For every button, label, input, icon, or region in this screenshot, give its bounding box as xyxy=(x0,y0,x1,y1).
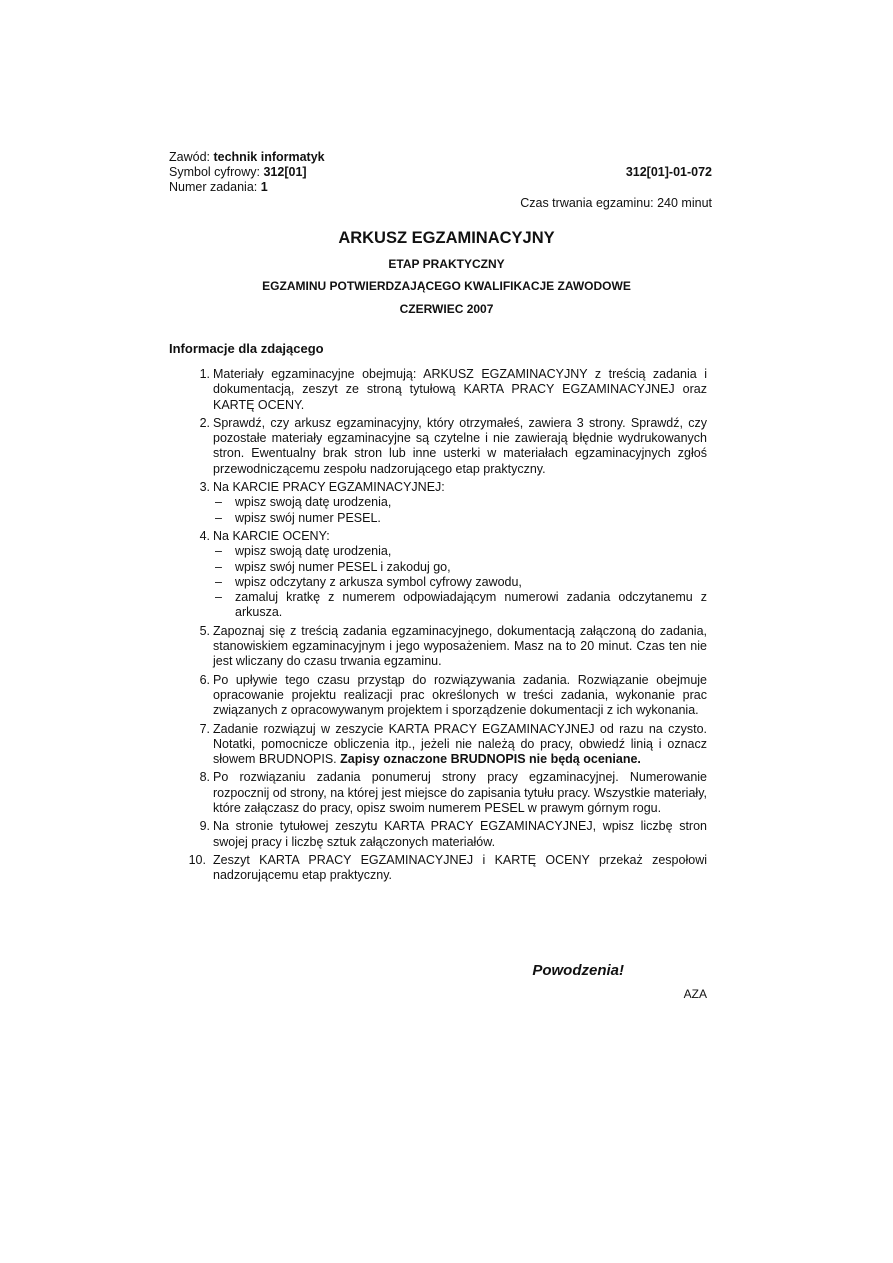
subtitle-etap: ETAP PRAKTYCZNY xyxy=(388,257,505,271)
symbol-label: Symbol cyfrowy: xyxy=(169,165,260,179)
item-number: 7. xyxy=(199,721,210,736)
sub-item xyxy=(213,575,707,590)
item-number: 3. xyxy=(199,480,210,495)
item-number: 6. xyxy=(199,672,210,687)
list-item xyxy=(190,673,707,719)
dash-bullet-icon: – xyxy=(215,559,222,574)
item-number: 5. xyxy=(199,623,210,638)
list-item xyxy=(190,722,707,768)
item-text: Na stronie tytułowej zeszytu KARTA PRACY EGZAMINACYJNEJ, wpisz liczbę stron swojej pracy i liczbę sztuk załączonych materiałów. xyxy=(213,819,707,849)
list-item xyxy=(190,770,707,816)
subtitle-date: CZERWIEC 2007 xyxy=(399,302,494,316)
dash-bullet-icon: – xyxy=(215,510,222,525)
item-text: Sprawdź, czy arkusz egzaminacyjny, który otrzymałeś, zawiera 3 strony. Sprawdź, czy pozostałe materiały egzaminacyjne są czytelne i nie zawierają błędnie wydrukowanych stron. Ewentualny brak stron lub inne usterki w materiałach egzaminacyjnych zgłoś przewodniczącemu zespołu nadzorującego etap praktyczny. xyxy=(213,415,707,476)
list-item xyxy=(190,529,707,621)
exam-code: 312[01]-01-072 xyxy=(625,165,712,179)
author-mark: AZA xyxy=(683,987,707,1001)
sub-item-text: wpisz swoją datę urodzenia, xyxy=(235,544,392,559)
item-text: Po upływie tego czasu przystąp do rozwiązywania zadania. Rozwiązanie obejmuje opracowanie projektu realizacji prac określonych w treści zadania, wykonanie prac związanych z opracowywanym projektem i sporządzenie dokumentacji z ich wykonania. xyxy=(213,672,707,718)
main-title: ARKUSZ EGZAMINACYJNY xyxy=(338,229,555,247)
list-item xyxy=(190,416,707,477)
header-numer xyxy=(169,180,268,195)
header-zawod xyxy=(169,150,325,165)
item-text: Zapoznaj się z treścią zadania egzaminacyjnego, dokumentacją załączoną do zadania, stanowiskiem egzaminacyjnym i jego wyposażeniem. Masz na to 20 minut. Czas ten nie jest wliczany do czasu trwania egzaminu. xyxy=(213,623,707,669)
item-text: Zeszyt KARTA PRACY EGZAMINACYJNEJ i KARTĘ OCENY przekaż zespołowi nadzorującemu etap praktyczny. xyxy=(213,852,707,883)
zawod-label: Zawód: xyxy=(169,150,210,164)
dash-bullet-icon: – xyxy=(215,574,222,589)
numer-label: Numer zadania: xyxy=(169,180,258,194)
item-number: 2. xyxy=(199,415,210,430)
sub-item-text: wpisz swój numer PESEL. xyxy=(235,510,381,525)
item-number: 4. xyxy=(199,528,210,543)
dash-bullet-icon: – xyxy=(215,495,222,510)
instructions-list xyxy=(190,367,707,887)
sub-item-text: wpisz swoją datę urodzenia, xyxy=(235,495,392,510)
sub-item xyxy=(213,511,707,526)
header-symbol xyxy=(169,165,307,180)
sub-item-text: wpisz swój numer PESEL i zakoduj go, xyxy=(235,559,451,574)
item-text: Na KARCIE PRACY EGZAMINACYJNEJ: xyxy=(213,480,445,495)
sub-item xyxy=(213,544,707,559)
item-number: 10. xyxy=(188,852,206,867)
item-text: Zadanie rozwiązuj w zeszycie KARTA PRACY EGZAMINACYJNEJ od razu na czysto. Notatki, pomocnicze obliczenia itp., jeżeli nie należą do pracy, obwiedź linią i oznacz słowem BRUDNOPIS. xyxy=(213,721,707,767)
list-item xyxy=(190,853,707,884)
numer-value: 1 xyxy=(260,180,268,194)
closing-text: Powodzenia! xyxy=(532,962,624,979)
info-heading: Informacje dla zdającego xyxy=(169,341,324,356)
dash-bullet-icon: – xyxy=(215,590,222,605)
sub-item xyxy=(213,590,707,621)
sub-item-text: wpisz odczytany z arkusza symbol cyfrowy zawodu, xyxy=(235,574,522,589)
symbol-value: 312[01] xyxy=(263,165,307,179)
item-number: 9. xyxy=(199,819,210,834)
item-text: Materiały egzaminacyjne obejmują: ARKUSZ EGZAMINACYJNY z treścią zadania i dokumentacją, zeszyt ze stroną tytułową KARTA PRACY EGZAMINACYJNEJ oraz KARTĘ OCENY. xyxy=(213,367,707,412)
item-text: Po rozwiązaniu zadania ponumeruj strony pracy egzaminacyjnej. Numerowanie rozpocznij od strony, na której jest miejsce do zapisania tytułu pracy. Wszystkie materiały, które załączasz do pracy, opisz swoim numerem PESEL w prawym górnym rogu. xyxy=(213,770,707,816)
sub-item xyxy=(213,560,707,575)
list-item xyxy=(190,367,707,413)
zawod-value: technik informatyk xyxy=(213,150,325,164)
item-number: 1. xyxy=(199,367,210,381)
exam-duration: Czas trwania egzaminu: 240 minut xyxy=(520,196,712,210)
subtitle-egzamin: EGZAMINU POTWIERDZAJĄCEGO KWALIFIKACJE ZAWODOWE xyxy=(262,279,631,293)
list-item xyxy=(190,819,707,850)
sub-item-text: zamaluj kratkę z numerem odpowiadającym numerowi zadania odczytanemu z arkusza. xyxy=(235,590,707,620)
item-bold-text: Zapisy oznaczone BRUDNOPIS nie będą oceniane. xyxy=(340,752,641,767)
sub-item xyxy=(213,495,707,510)
list-item xyxy=(190,480,707,526)
list-item xyxy=(190,624,707,670)
item-number: 8. xyxy=(199,770,210,785)
dash-bullet-icon: – xyxy=(215,544,222,559)
item-text: Na KARCIE OCENY: xyxy=(213,528,330,543)
